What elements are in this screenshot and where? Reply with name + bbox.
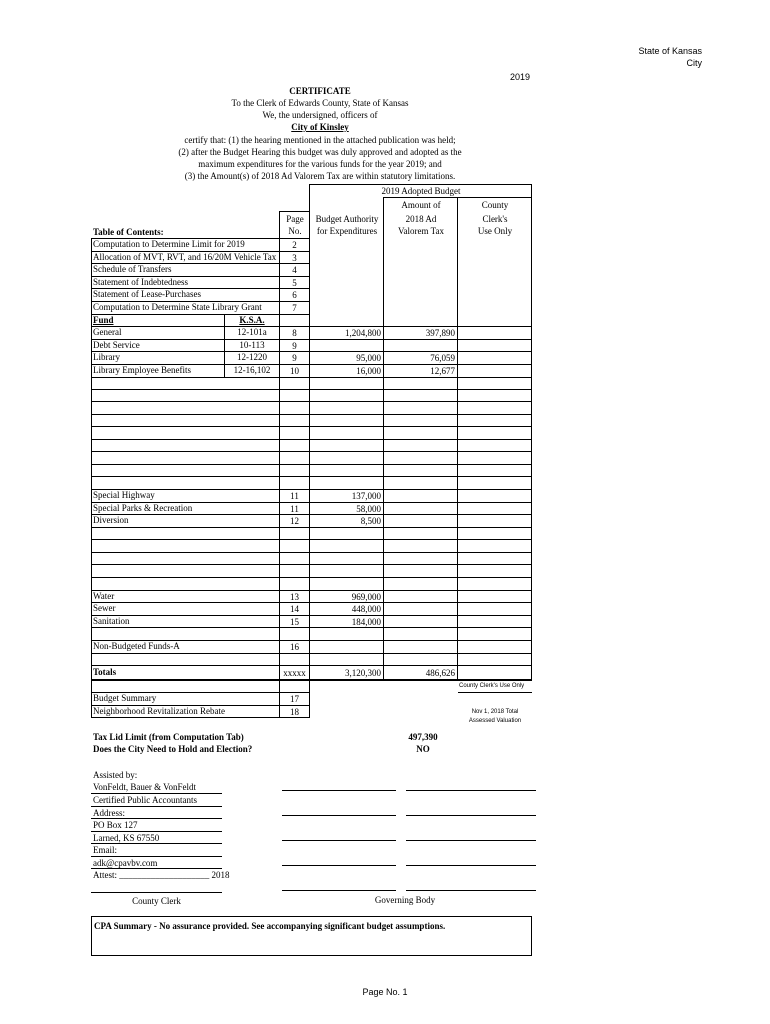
- cpa-summary-text: CPA Summary - No assurance provided. See accompanying significant budget assumptions.: [94, 921, 446, 931]
- toc-row: Computation to Determine Limit for 2019: [93, 239, 245, 249]
- adopted-budget-header: 2019 Adopted Budget: [381, 186, 461, 196]
- tax-lid-value: 497,390: [408, 732, 438, 742]
- fund-budget: 95,000: [356, 353, 381, 363]
- fund-budget: 1,204,800: [345, 328, 381, 338]
- fund-tax: 12,677: [430, 366, 455, 376]
- fund-row: Library Employee Benefits: [93, 365, 191, 375]
- col-clerk-0: County: [481, 200, 509, 210]
- totals-page: xxxxx: [283, 668, 306, 678]
- fund-page: 15: [290, 617, 299, 627]
- col-tax-0: Amount of: [401, 200, 441, 210]
- fund-header: Fund: [93, 315, 114, 325]
- fund-page: 11: [290, 504, 299, 514]
- col-page-1: Page: [286, 214, 304, 224]
- nrr-row: Neighborhood Revitalization Rebate: [93, 706, 225, 716]
- signature-line[interactable]: [406, 840, 536, 841]
- fund-budget: 8,500: [360, 516, 381, 526]
- city-name: City of Kinsley: [291, 122, 349, 132]
- col-clerk-1: Clerk's: [482, 214, 508, 224]
- assisted-firm: VonFeldt, Bauer & VonFeldt: [93, 782, 197, 792]
- clerk-signature-line[interactable]: [91, 892, 222, 893]
- col-budget-2: for Expenditures: [316, 226, 378, 236]
- budget-summary-page: 17: [290, 694, 299, 704]
- assisted-role: Certified Public Accountants: [93, 795, 197, 805]
- certificate-line-3: certify that: (1) the hearing mentioned in the attached publication was held;: [184, 135, 456, 145]
- fund-page: 14: [290, 604, 299, 614]
- fund-row: Water: [93, 591, 115, 601]
- fund-page: 12: [290, 516, 299, 526]
- valuation-label-2: Assessed Valuation: [468, 718, 522, 724]
- fund-budget: 16,000: [356, 366, 381, 376]
- signature-line[interactable]: [406, 865, 536, 866]
- toc-label: Table of Contents:: [93, 227, 164, 237]
- address-po: PO Box 127: [93, 820, 138, 830]
- certificate-line-4: (2) after the Budget Hearing this budget was duly approved and adopted as the: [178, 147, 462, 157]
- attest-line: Attest: ____________________ 2018: [93, 870, 230, 880]
- certificate-line-5: maximum expenditures for the various funds for the year 2019; and: [198, 159, 442, 169]
- totals-tax: 486,626: [425, 668, 455, 678]
- certificate-line-2: We, the undersigned, officers of: [262, 110, 378, 120]
- fund-row: Sewer: [93, 603, 116, 613]
- valuation-label-1: Nov 1, 2018 Total: [471, 709, 519, 715]
- fund-page: 11: [290, 491, 299, 501]
- col-tax-2: Valorem Tax: [398, 226, 444, 236]
- address-city: Larned, KS 67550: [93, 833, 160, 843]
- tax-lid-label: Tax Lid Limit (from Computation Tab): [93, 732, 244, 742]
- fund-row: Diversion: [93, 515, 129, 525]
- fund-page: 8: [292, 328, 297, 338]
- state-label: State of Kansas: [638, 46, 702, 56]
- fund-ksa: 12-16,102: [233, 365, 271, 375]
- non-budgeted-page: 16: [290, 642, 299, 652]
- email-value: adk@cpavbv.com: [93, 858, 158, 868]
- fund-budget: 448,000: [351, 604, 381, 614]
- address-label: Address:: [93, 808, 125, 818]
- county-clerk-label: County Clerk: [132, 896, 181, 906]
- fund-page: 9: [292, 341, 297, 351]
- governing-body-label: Governing Body: [374, 895, 436, 905]
- toc-page: 6: [292, 290, 297, 300]
- city-label: City: [686, 58, 702, 68]
- fund-row: Sanitation: [93, 616, 130, 626]
- fund-row: Library: [93, 352, 120, 362]
- election-answer: NO: [416, 744, 430, 754]
- signature-line[interactable]: [282, 840, 396, 841]
- toc-row: Schedule of Transfers: [93, 264, 172, 274]
- fund-ksa: 12-101a: [237, 327, 267, 337]
- fund-row: Debt Service: [93, 340, 140, 350]
- fund-page: 9: [292, 353, 297, 363]
- toc-page: 2: [292, 240, 297, 250]
- signature-line[interactable]: [406, 890, 536, 891]
- fund-page: 13: [290, 592, 299, 602]
- signature-line[interactable]: [282, 790, 396, 791]
- certificate-title: CERTIFICATE: [289, 86, 351, 96]
- col-page-2: No.: [288, 226, 302, 236]
- signature-line[interactable]: [406, 815, 536, 816]
- fund-budget: 58,000: [356, 504, 381, 514]
- toc-page: 7: [292, 303, 297, 313]
- toc-page: 5: [292, 278, 297, 288]
- toc-page: 4: [292, 265, 297, 275]
- col-tax-1: 2018 Ad: [405, 214, 437, 224]
- certificate-line-1: To the Clerk of Edwards County, State of Kansas: [231, 98, 409, 108]
- fund-row: Special Parks & Recreation: [93, 503, 193, 513]
- fund-row: Special Highway: [93, 490, 155, 500]
- fund-budget: 137,000: [351, 491, 381, 501]
- fund-page: 10: [290, 366, 299, 376]
- toc-row: Computation to Determine State Library Grant: [93, 302, 262, 312]
- nrr-page: 18: [290, 707, 299, 717]
- toc-row: Allocation of MVT, RVT, and 16/20M Vehicle Tax: [93, 252, 277, 262]
- signature-line[interactable]: [282, 815, 396, 816]
- toc-page: 3: [292, 253, 297, 263]
- fund-ksa: 12-1220: [237, 352, 267, 362]
- non-budgeted-row: Non-Budgeted Funds-A: [93, 641, 180, 651]
- clerk-use-only-note: County Clerk's Use Only: [459, 683, 525, 689]
- fund-tax: 397,890: [425, 328, 455, 338]
- totals-budget: 3,120,300: [345, 668, 381, 678]
- email-label: Email:: [93, 845, 117, 855]
- assisted-label: Assisted by:: [93, 770, 138, 780]
- fund-ksa: 10-113: [239, 340, 265, 350]
- toc-row: Statement of Lease-Purchases: [93, 289, 201, 299]
- signature-line[interactable]: [282, 865, 396, 866]
- budget-summary-row: Budget Summary: [93, 693, 157, 703]
- signature-line[interactable]: [282, 890, 396, 891]
- fund-row: General: [93, 327, 122, 337]
- election-question: Does the City Need to Hold and Election?: [93, 744, 253, 754]
- col-clerk-2: Use Only: [477, 226, 513, 236]
- fund-tax: 76,059: [430, 353, 455, 363]
- fund-budget: 184,000: [351, 617, 381, 627]
- signature-line[interactable]: [406, 790, 536, 791]
- year-label: 2019: [510, 72, 531, 82]
- fund-budget: 969,000: [351, 592, 381, 602]
- cpa-summary-box: [91, 916, 532, 956]
- totals-label: Totals: [93, 667, 117, 677]
- certificate-line-6: (3) the Amount(s) of 2018 Ad Valorem Tax are within statutory limitations.: [184, 171, 456, 181]
- col-budget-1: Budget Authority: [315, 214, 379, 224]
- toc-row: Statement of Indebtedness: [93, 277, 188, 287]
- page-number: Page No. 1: [362, 987, 408, 997]
- ksa-header: K.S.A.: [239, 315, 265, 325]
